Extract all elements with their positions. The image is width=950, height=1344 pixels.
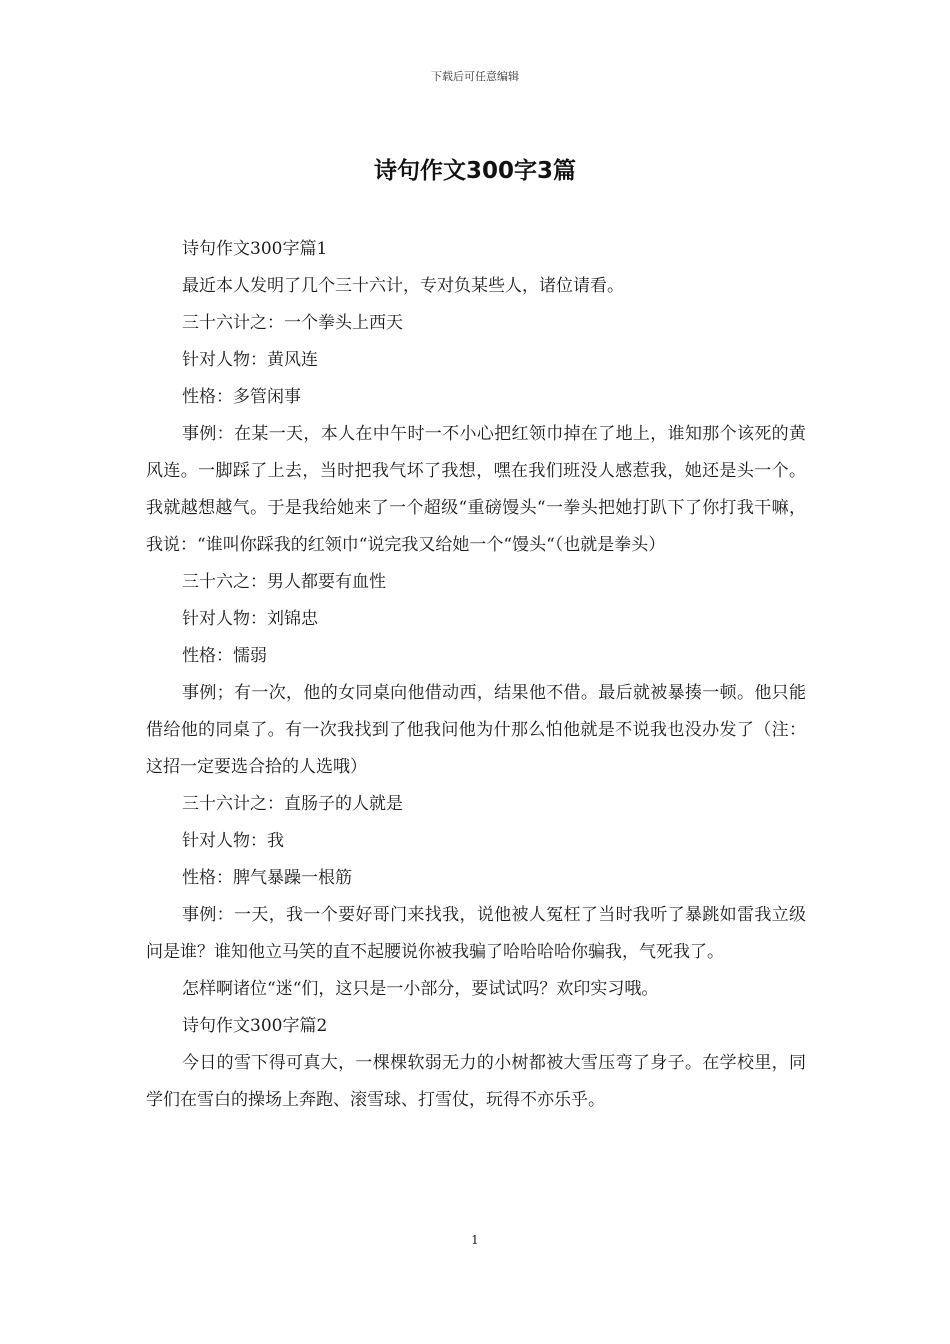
paragraph: 事例；有一次，他的女同桌向他借动西，结果他不借。最后就被暴揍一顿。他只能借给他的同桌了。有一次我找到了他我问他为什那么怕他就是不说我也没办发了（注：这招一定要选合拾的人选哦） (146, 683, 806, 777)
paragraph: 针对人物：刘锦忠 (182, 609, 318, 629)
paragraph: 三十六之：男人都要有血性 (182, 572, 386, 592)
paragraph: 性格：懦弱 (182, 646, 267, 666)
document-body (146, 231, 806, 1119)
paragraph: 性格：多管闲事 (182, 387, 301, 407)
section-heading-1: 诗句作文300字篇1 (182, 239, 328, 259)
paragraph: 三十六计之：直肠子的人就是 (182, 794, 403, 814)
page-number: 1 (471, 1233, 479, 1247)
header-note: 下载后可任意编辑 (431, 70, 519, 83)
paragraph: 针对人物：我 (182, 831, 284, 851)
section-heading-2: 诗句作文300字篇2 (182, 1016, 328, 1036)
paragraph: 性格：脾气暴躁一根筋 (182, 868, 352, 888)
paragraph: 最近本人发明了几个三十六计，专对负某些人，诸位请看。 (182, 276, 624, 296)
document-title: 诗句作文300字3篇 (373, 158, 576, 184)
paragraph: 今日的雪下得可真大，一棵棵软弱无力的小树都被大雪压弯了身子。在学校里，同学们在雪白的操场上奔跑、滚雪球、打雪仗，玩得不亦乐乎。 (146, 1053, 806, 1110)
paragraph: 事例：一天，我一个要好哥门来找我，说他被人冤枉了当时我听了暴跳如雷我立级问是谁？谁知他立马笑的直不起腰说你被我骗了哈哈哈哈你骗我，气死我了。 (146, 905, 806, 962)
paragraph: 针对人物：黄风连 (182, 350, 318, 370)
paragraph: 事例：在某一天，本人在中午时一不小心把红领巾掉在了地上，谁知那个该死的黄风连。一脚踩了上去，当时把我气坏了我想，嘿在我们班没人感惹我，她还是头一个。我就越想越气。于是我给她来了一个超级“重磅馒头“一拳头把她打趴下了你打我干嘛，我说：“谁叫你踩我的红领巾“说完我又给她一个“馒头“（也就是拳头） (146, 424, 806, 555)
paragraph: 三十六计之：一个拳头上西天 (182, 313, 403, 333)
paragraph: 怎样啊诸位“迷“们，这只是一小部分，要试试吗？欢印实习哦。 (182, 979, 659, 999)
